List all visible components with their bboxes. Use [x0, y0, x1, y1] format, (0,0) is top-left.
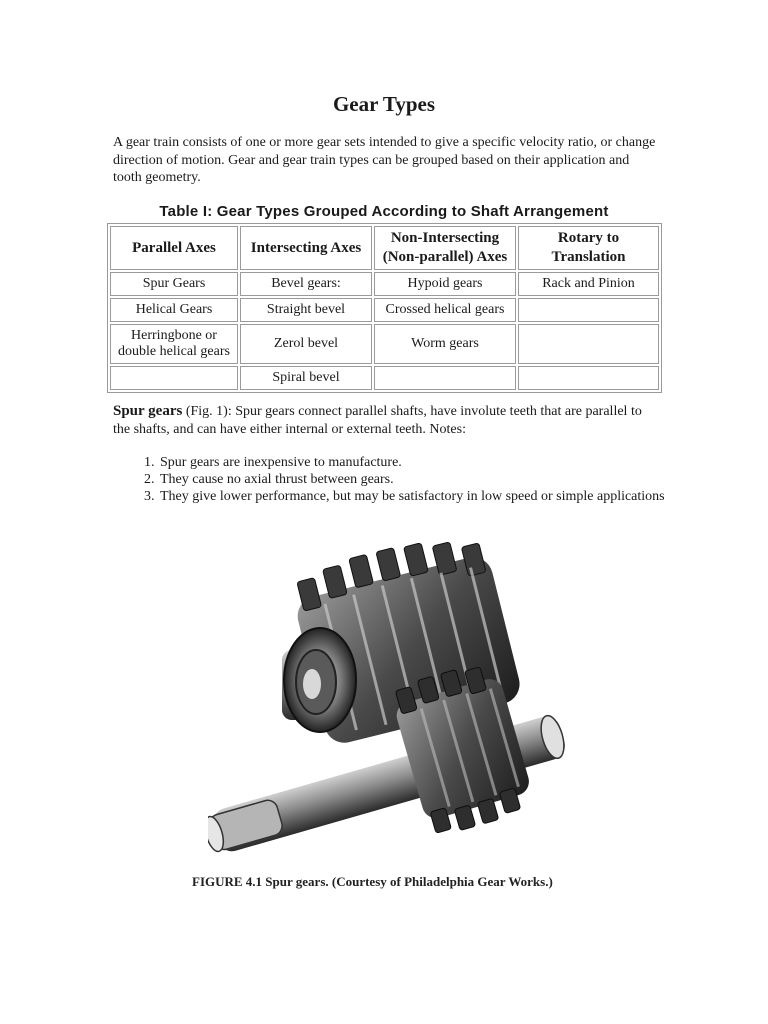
table-cell: Worm gears — [374, 324, 516, 364]
table-cell: Hypoid gears — [374, 272, 516, 296]
table-row — [110, 366, 659, 390]
table-cell: Helical Gears — [110, 298, 238, 322]
list-item: 1. Spur gears are inexpensive to manufacture. — [158, 454, 698, 471]
table-row — [110, 324, 659, 364]
page-title: Gear Types — [332, 92, 436, 116]
table-cell: Straight bevel — [240, 298, 372, 322]
table-cell: Spiral bevel — [240, 366, 372, 390]
table-cell: Bevel gears: — [240, 272, 372, 296]
table-cell — [110, 366, 238, 390]
notes-list — [113, 454, 698, 505]
table-cell: Zerol bevel — [240, 324, 372, 364]
table-cell: Rack and Pinion — [518, 272, 659, 296]
table-cell: Spur Gears — [110, 272, 238, 296]
table-cell — [518, 298, 659, 322]
intro-paragraph: A gear train consists of one or more gear sets intended to give a specific velocity ratio, or change direction of motion. Gear and gear train types can be grouped based on their application and tooth geometry. — [113, 135, 656, 185]
table-row — [110, 272, 659, 296]
spur-gears-text: : Spur gears connect parallel shafts, have involute teeth that are parallel to the shafts, and can have either internal or external teeth. Notes: — [113, 404, 642, 437]
header-non-intersecting-axes: Non-Intersecting (Non-parallel) Axes — [374, 226, 516, 270]
spur-gears-lead: Spur gears — [113, 403, 183, 419]
list-item: 2. They cause no axial thrust between gears. — [158, 471, 698, 488]
table-row — [110, 298, 659, 322]
header-rotary-to-translation: Rotary to Translation — [518, 226, 659, 270]
spur-gears-photo — [208, 540, 568, 870]
spur-gears-fig-ref: (Fig. 1) — [182, 404, 228, 419]
table-cell — [518, 324, 659, 364]
table-cell: Herringbone or double helical gears — [110, 324, 238, 364]
header-parallel-axes: Parallel Axes — [110, 226, 238, 270]
table-cell — [518, 366, 659, 390]
table-cell: Crossed helical gears — [374, 298, 516, 322]
header-intersecting-axes: Intersecting Axes — [240, 226, 372, 270]
list-item: 3. They give lower performance, but may be satisfactory in low speed or simple applications — [158, 488, 698, 505]
table-caption: Table I: Gear Types Grouped According to Shaft Arrangement — [159, 203, 609, 220]
gear-types-table — [107, 223, 662, 393]
table-header-row — [110, 226, 659, 270]
spur-gears-paragraph — [113, 402, 661, 439]
table-cell — [374, 366, 516, 390]
figure-caption: FIGURE 4.1 Spur gears. (Courtesy of Philadelphia Gear Works.) — [192, 874, 553, 889]
